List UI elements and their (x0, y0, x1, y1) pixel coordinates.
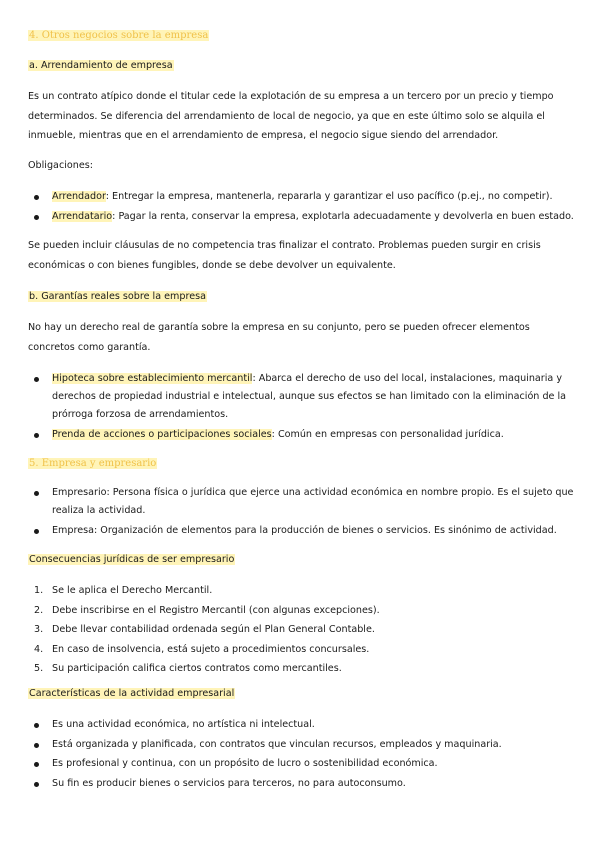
list-item: 5. Su participación califica ciertos contratos como mercantiles. (34, 663, 342, 674)
list-item: Empresa: Organización de elementos para la producción de bienes o servicios. Es sinónimo de actividad. (28, 522, 576, 540)
list-item: Arrendador: Entregar la empresa, mantenerla, repararla y garantizar el uso pacífico (p.ej., no competir). (28, 188, 576, 206)
list-item: Arrendatario: Pagar la renta, conservar la empresa, explotarla adecuadamente y devolverla en buen estado. (28, 208, 576, 226)
list-item: Es una actividad económica, no artística ni intelectual. (28, 716, 576, 734)
list-item: Prenda de acciones o participaciones sociales: Común en empresas con personalidad jurídica. (28, 426, 576, 444)
list-item: Su fin es producir bienes o servicios para terceros, no para autoconsumo. (28, 775, 576, 793)
subsection-b-heading: b. Garantías reales sobre la empresa (29, 291, 206, 302)
list-item: 2. Debe inscribirse en el Registro Mercantil (con algunas excepciones). (34, 604, 380, 616)
consecuencias-list (28, 582, 576, 680)
section-5-title: 5. Empresa y empresario (29, 458, 157, 469)
caracteristicas-list (28, 716, 576, 794)
list-item: Está organizada y planificada, con contratos que vinculan recursos, empleados y maquinaria. (28, 736, 576, 754)
list-item: 4. En caso de insolvencia, está sujeto a procedimientos concursales. (34, 643, 370, 655)
list-item: Hipoteca sobre establecimiento mercantil: Abarca el derecho de uso del local, instalaciones, maquinaria y derechos de propiedad industrial e intelectual, aunque sus efectos se han limitado con la eliminación de la prórroga forzosa de arrendamientos. (28, 370, 576, 424)
consecuencias-heading: Consecuencias jurídicas de ser empresario (29, 554, 235, 565)
caracteristicas-heading: Características de la actividad empresarial (29, 688, 235, 699)
list-item: 1. Se le aplica el Derecho Mercantil. (34, 585, 213, 596)
subsection-a-heading: a. Arrendamiento de empresa (29, 60, 173, 71)
subsection-b-intro: No hay un derecho real de garantía sobre la empresa en su conjunto, pero se pueden ofrecer elementos concretos como garantía. (28, 322, 530, 353)
section-4-title: 4. Otros negocios sobre la empresa (29, 30, 209, 41)
list-item: 3. Debe llevar contabilidad ordenada según el Plan General Contable. (34, 624, 375, 635)
obligations-list (28, 188, 576, 227)
subsection-a-outro: Se pueden incluir cláusulas de no competencia tras finalizar el contrato. Problemas pueden surgir en crisis económicas o con bienes fungibles, donde se debe devolver un equivalente. (28, 240, 541, 271)
definitions-list (28, 484, 576, 541)
subsection-a-intro: Es un contrato atípico donde el titular cede la explotación de su empresa a un tercero por un precio y tiempo determinados. Se diferencia del arrendamiento de local de negocio, ya que en este último solo se alquila el inmueble, mientras que en el arrendamiento de empresa, el negocio sigue siendo del arrendador. (28, 91, 554, 141)
list-item: Es profesional y continua, con un propósito de lucro o sostenibilidad económica. (28, 755, 576, 773)
guarantees-list (28, 370, 576, 445)
obligations-label: Obligaciones: (28, 160, 93, 171)
list-item: Empresario: Persona física o jurídica que ejerce una actividad económica en nombre propio. Es el sujeto que realiza la actividad. (28, 484, 576, 520)
